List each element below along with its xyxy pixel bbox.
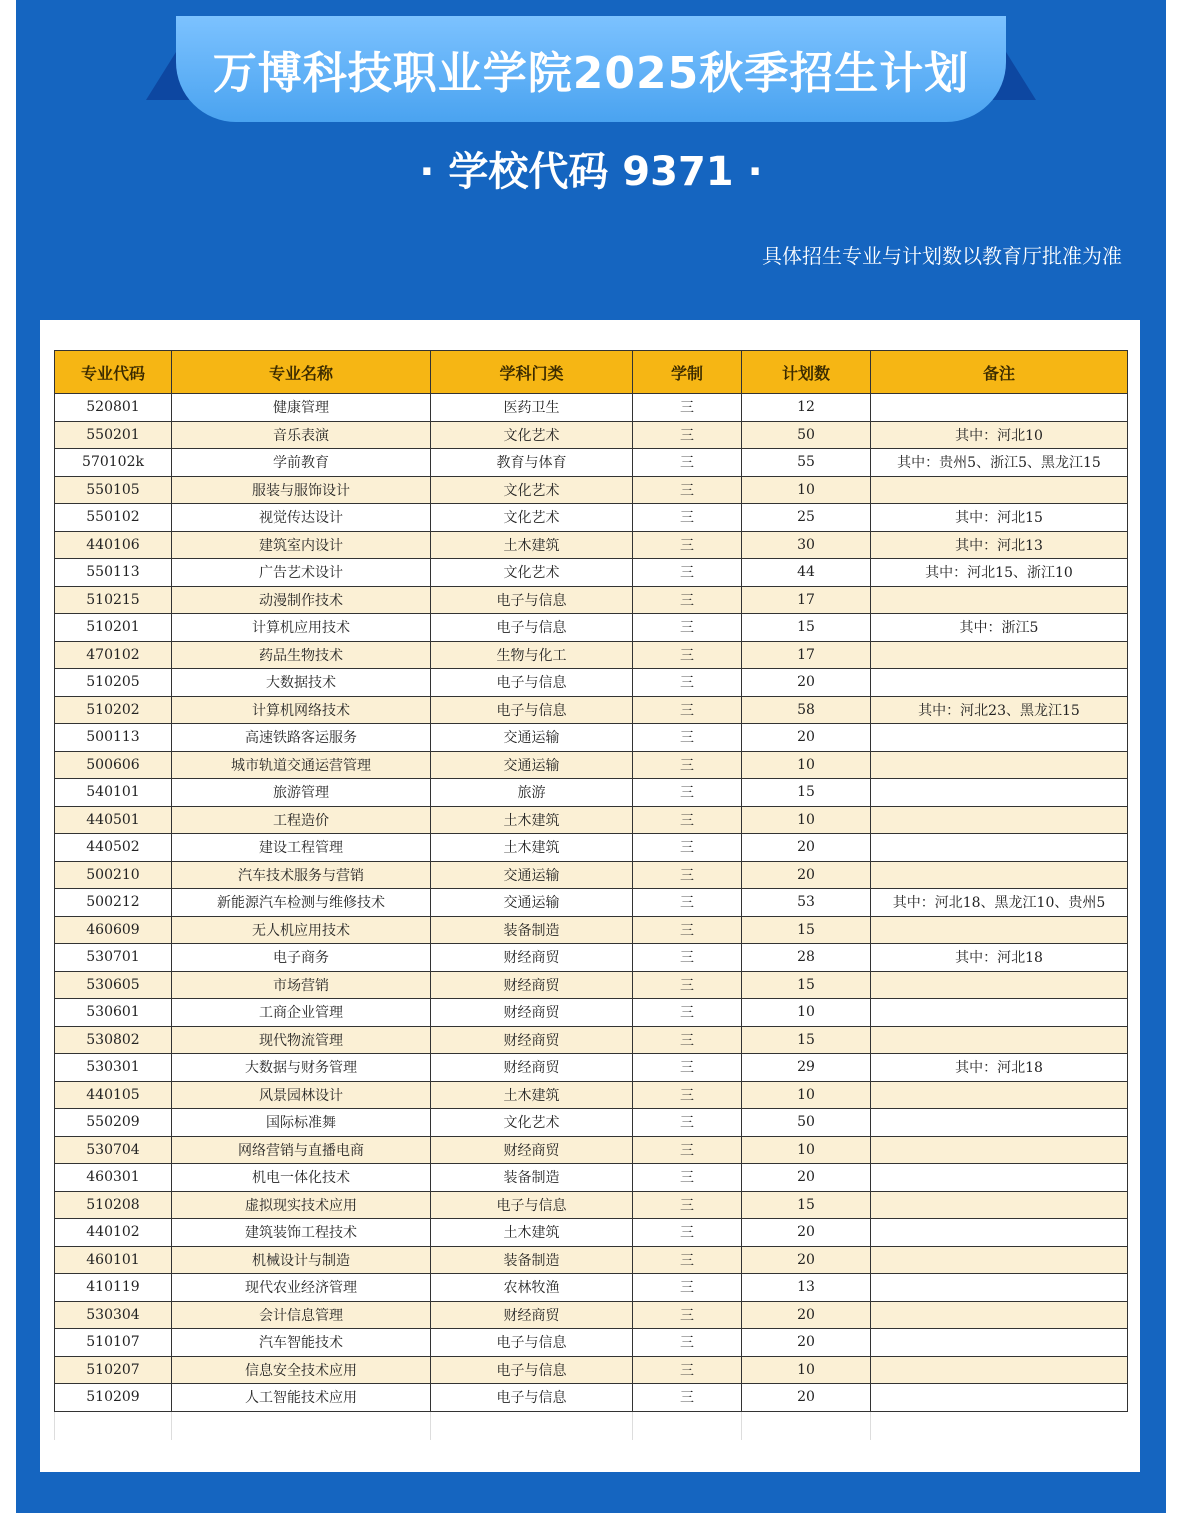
table-row	[55, 1026, 1128, 1054]
cell-remarks: 其中：浙江5	[871, 614, 1128, 642]
cell-remarks	[871, 476, 1128, 504]
table-header-row	[55, 351, 1128, 394]
cell-name: 建筑室内设计	[172, 531, 431, 559]
cell-code: 500212	[55, 889, 172, 917]
cell-name: 工商企业管理	[172, 999, 431, 1027]
cell-duration: 三	[633, 861, 742, 889]
cell-remarks	[871, 916, 1128, 944]
cell-remarks	[871, 641, 1128, 669]
cell-code: 440502	[55, 834, 172, 862]
approval-note: 具体招生专业与计划数以教育厅批准为准	[762, 244, 1122, 268]
cell-duration: 三	[633, 999, 742, 1027]
cell-duration: 三	[633, 1026, 742, 1054]
cell-remarks	[871, 724, 1128, 752]
cell-code: 440102	[55, 1219, 172, 1247]
cell-duration: 三	[633, 889, 742, 917]
cell-category: 医药卫生	[431, 394, 633, 422]
cell-duration: 三	[633, 1081, 742, 1109]
cell-duration: 三	[633, 834, 742, 862]
table-row	[55, 1274, 1128, 1302]
cell-quota: 50	[742, 421, 871, 449]
cell-category: 土木建筑	[431, 531, 633, 559]
cell-quota: 44	[742, 559, 871, 587]
cell-name: 电子商务	[172, 944, 431, 972]
cell-category: 财经商贸	[431, 944, 633, 972]
cell-quota: 20	[742, 1219, 871, 1247]
cell-code: 500210	[55, 861, 172, 889]
table-row	[55, 394, 1128, 422]
table-row	[55, 1054, 1128, 1082]
cell-code: 510201	[55, 614, 172, 642]
table-row	[55, 504, 1128, 532]
table-row	[55, 421, 1128, 449]
cell-remarks: 其中：河北18、黑龙江10、贵州5	[871, 889, 1128, 917]
cell-duration: 三	[633, 1329, 742, 1357]
cell-code: 530301	[55, 1054, 172, 1082]
cell-remarks: 其中：河北13	[871, 531, 1128, 559]
cell-category: 电子与信息	[431, 669, 633, 697]
table-row	[55, 999, 1128, 1027]
table-row	[55, 1246, 1128, 1274]
cell-quota: 25	[742, 504, 871, 532]
cell-duration: 三	[633, 1384, 742, 1412]
cell-quota: 15	[742, 971, 871, 999]
table-row	[55, 751, 1128, 779]
table-row	[55, 586, 1128, 614]
cell-quota: 15	[742, 1026, 871, 1054]
cell-code: 530704	[55, 1136, 172, 1164]
cell-remarks	[871, 1301, 1128, 1329]
cell-category: 电子与信息	[431, 1191, 633, 1219]
cell-code: 500113	[55, 724, 172, 752]
cell-duration: 三	[633, 1246, 742, 1274]
table-row	[55, 861, 1128, 889]
cell-duration: 三	[633, 971, 742, 999]
table-row	[55, 1081, 1128, 1109]
cell-code: 550105	[55, 476, 172, 504]
cell-category: 生物与化工	[431, 641, 633, 669]
cell-remarks: 其中：河北10	[871, 421, 1128, 449]
cell-code: 530701	[55, 944, 172, 972]
cell-quota: 13	[742, 1274, 871, 1302]
cell-remarks: 其中：河北15	[871, 504, 1128, 532]
cell-quota: 20	[742, 834, 871, 862]
cell-category: 土木建筑	[431, 1219, 633, 1247]
cell-code: 470102	[55, 641, 172, 669]
cell-remarks	[871, 999, 1128, 1027]
cell-code: 550209	[55, 1109, 172, 1137]
cell-name: 计算机应用技术	[172, 614, 431, 642]
cell-remarks	[871, 1329, 1128, 1357]
cell-category: 财经商贸	[431, 1026, 633, 1054]
cell-category: 土木建筑	[431, 1081, 633, 1109]
empty-cell	[172, 1411, 431, 1440]
cell-name: 建设工程管理	[172, 834, 431, 862]
cell-category: 电子与信息	[431, 586, 633, 614]
table-row	[55, 1191, 1128, 1219]
cell-code: 500606	[55, 751, 172, 779]
empty-cell	[742, 1411, 871, 1440]
cell-name: 汽车智能技术	[172, 1329, 431, 1357]
cell-name: 高速铁路客运服务	[172, 724, 431, 752]
cell-name: 建筑装饰工程技术	[172, 1219, 431, 1247]
cell-remarks	[871, 1356, 1128, 1384]
cell-remarks	[871, 806, 1128, 834]
cell-name: 音乐表演	[172, 421, 431, 449]
cell-code: 440501	[55, 806, 172, 834]
empty-cell	[431, 1411, 633, 1440]
table-row	[55, 889, 1128, 917]
cell-duration: 三	[633, 806, 742, 834]
cell-name: 广告艺术设计	[172, 559, 431, 587]
table-row	[55, 1164, 1128, 1192]
school-code: · 学校代码 9371 ·	[419, 149, 763, 195]
cell-duration: 三	[633, 1191, 742, 1219]
cell-duration: 三	[633, 476, 742, 504]
cell-category: 文化艺术	[431, 476, 633, 504]
cell-category: 电子与信息	[431, 1329, 633, 1357]
cell-name: 计算机网络技术	[172, 696, 431, 724]
empty-cell	[871, 1411, 1128, 1440]
cell-category: 文化艺术	[431, 421, 633, 449]
cell-quota: 15	[742, 916, 871, 944]
cell-remarks: 其中：河北23、黑龙江15	[871, 696, 1128, 724]
cell-remarks	[871, 1274, 1128, 1302]
cell-remarks	[871, 1109, 1128, 1137]
col-header-duration: 学制	[633, 351, 742, 394]
cell-remarks	[871, 1026, 1128, 1054]
cell-name: 工程造价	[172, 806, 431, 834]
col-header-code: 专业代码	[55, 351, 172, 394]
col-header-name: 专业名称	[172, 351, 431, 394]
cell-duration: 三	[633, 531, 742, 559]
poster-background	[16, 0, 1166, 1513]
cell-code: 440106	[55, 531, 172, 559]
cell-category: 文化艺术	[431, 559, 633, 587]
cell-quota: 10	[742, 751, 871, 779]
cell-code: 530605	[55, 971, 172, 999]
cell-duration: 三	[633, 1054, 742, 1082]
cell-category: 文化艺术	[431, 1109, 633, 1137]
empty-row	[55, 1411, 1128, 1440]
cell-name: 国际标准舞	[172, 1109, 431, 1137]
cell-duration: 三	[633, 916, 742, 944]
cell-code: 410119	[55, 1274, 172, 1302]
cell-name: 大数据技术	[172, 669, 431, 697]
cell-category: 交通运输	[431, 724, 633, 752]
cell-remarks	[871, 1219, 1128, 1247]
table-row	[55, 1384, 1128, 1412]
cell-code: 460301	[55, 1164, 172, 1192]
col-header-remarks: 备注	[871, 351, 1128, 394]
enrollment-plan-table	[54, 350, 1128, 1440]
cell-code: 510207	[55, 1356, 172, 1384]
cell-category: 教育与体育	[431, 449, 633, 477]
cell-name: 信息安全技术应用	[172, 1356, 431, 1384]
cell-quota: 15	[742, 1191, 871, 1219]
cell-code: 510205	[55, 669, 172, 697]
table-row	[55, 1136, 1128, 1164]
cell-quota: 20	[742, 861, 871, 889]
cell-name: 无人机应用技术	[172, 916, 431, 944]
cell-name: 新能源汽车检测与维修技术	[172, 889, 431, 917]
cell-category: 文化艺术	[431, 504, 633, 532]
table-row	[55, 1219, 1128, 1247]
table-row	[55, 806, 1128, 834]
cell-code: 460101	[55, 1246, 172, 1274]
col-header-quota: 计划数	[742, 351, 871, 394]
cell-quota: 20	[742, 669, 871, 697]
cell-code: 510209	[55, 1384, 172, 1412]
table-row	[55, 476, 1128, 504]
cell-duration: 三	[633, 614, 742, 642]
cell-name: 虚拟现实技术应用	[172, 1191, 431, 1219]
cell-name: 人工智能技术应用	[172, 1384, 431, 1412]
cell-duration: 三	[633, 394, 742, 422]
cell-category: 装备制造	[431, 916, 633, 944]
cell-category: 装备制造	[431, 1246, 633, 1274]
table-row	[55, 1109, 1128, 1137]
cell-category: 财经商贸	[431, 999, 633, 1027]
cell-name: 会计信息管理	[172, 1301, 431, 1329]
cell-name: 健康管理	[172, 394, 431, 422]
table-row	[55, 696, 1128, 724]
table-row	[55, 834, 1128, 862]
cell-name: 机电一体化技术	[172, 1164, 431, 1192]
table-row	[55, 1301, 1128, 1329]
cell-code: 530601	[55, 999, 172, 1027]
table-row	[55, 971, 1128, 999]
table-row	[55, 916, 1128, 944]
cell-quota: 28	[742, 944, 871, 972]
cell-code: 530304	[55, 1301, 172, 1329]
cell-category: 财经商贸	[431, 971, 633, 999]
cell-quota: 55	[742, 449, 871, 477]
cell-remarks	[871, 394, 1128, 422]
cell-quota: 20	[742, 1329, 871, 1357]
cell-quota: 10	[742, 1356, 871, 1384]
cell-quota: 58	[742, 696, 871, 724]
empty-cell	[633, 1411, 742, 1440]
cell-quota: 10	[742, 806, 871, 834]
table-row	[55, 724, 1128, 752]
cell-remarks	[871, 586, 1128, 614]
cell-code: 550113	[55, 559, 172, 587]
cell-remarks	[871, 1081, 1128, 1109]
table-row	[55, 1329, 1128, 1357]
table-row	[55, 641, 1128, 669]
table-row	[55, 944, 1128, 972]
cell-code: 530802	[55, 1026, 172, 1054]
cell-duration: 三	[633, 1219, 742, 1247]
cell-category: 电子与信息	[431, 614, 633, 642]
cell-code: 460609	[55, 916, 172, 944]
table-panel	[40, 320, 1140, 1472]
cell-category: 财经商贸	[431, 1054, 633, 1082]
cell-category: 土木建筑	[431, 834, 633, 862]
cell-name: 现代物流管理	[172, 1026, 431, 1054]
cell-quota: 53	[742, 889, 871, 917]
cell-remarks	[871, 779, 1128, 807]
cell-category: 交通运输	[431, 889, 633, 917]
cell-category: 电子与信息	[431, 1356, 633, 1384]
cell-remarks	[871, 1136, 1128, 1164]
cell-duration: 三	[633, 504, 742, 532]
cell-category: 电子与信息	[431, 1384, 633, 1412]
cell-remarks	[871, 751, 1128, 779]
cell-duration: 三	[633, 559, 742, 587]
cell-name: 汽车技术服务与营销	[172, 861, 431, 889]
cell-duration: 三	[633, 944, 742, 972]
cell-code: 540101	[55, 779, 172, 807]
cell-name: 机械设计与制造	[172, 1246, 431, 1274]
cell-quota: 10	[742, 999, 871, 1027]
cell-quota: 15	[742, 614, 871, 642]
page-title: 万博科技职业学院2025秋季招生计划	[212, 48, 970, 99]
cell-duration: 三	[633, 1136, 742, 1164]
cell-remarks	[871, 834, 1128, 862]
cell-code: 510107	[55, 1329, 172, 1357]
cell-duration: 三	[633, 586, 742, 614]
cell-quota: 20	[742, 724, 871, 752]
cell-quota: 10	[742, 1081, 871, 1109]
empty-cell	[55, 1411, 172, 1440]
cell-remarks	[871, 971, 1128, 999]
cell-remarks	[871, 1246, 1128, 1274]
title-banner	[176, 16, 1006, 122]
cell-quota: 10	[742, 1136, 871, 1164]
cell-duration: 三	[633, 1356, 742, 1384]
cell-duration: 三	[633, 751, 742, 779]
cell-remarks: 其中：河北15、浙江10	[871, 559, 1128, 587]
cell-category: 装备制造	[431, 1164, 633, 1192]
cell-category: 财经商贸	[431, 1136, 633, 1164]
table-row	[55, 779, 1128, 807]
table-row	[55, 531, 1128, 559]
cell-quota: 17	[742, 641, 871, 669]
col-header-category: 学科门类	[431, 351, 633, 394]
cell-code: 520801	[55, 394, 172, 422]
cell-quota: 20	[742, 1384, 871, 1412]
cell-duration: 三	[633, 1274, 742, 1302]
cell-name: 现代农业经济管理	[172, 1274, 431, 1302]
cell-name: 药品生物技术	[172, 641, 431, 669]
cell-duration: 三	[633, 779, 742, 807]
cell-code: 510202	[55, 696, 172, 724]
cell-category: 交通运输	[431, 861, 633, 889]
cell-name: 市场营销	[172, 971, 431, 999]
cell-quota: 29	[742, 1054, 871, 1082]
cell-quota: 12	[742, 394, 871, 422]
cell-code: 510215	[55, 586, 172, 614]
cell-category: 财经商贸	[431, 1301, 633, 1329]
cell-name: 学前教育	[172, 449, 431, 477]
cell-duration: 三	[633, 696, 742, 724]
cell-code: 510208	[55, 1191, 172, 1219]
cell-duration: 三	[633, 421, 742, 449]
cell-category: 交通运输	[431, 751, 633, 779]
cell-remarks: 其中：贵州5、浙江5、黑龙江15	[871, 449, 1128, 477]
cell-name: 服装与服饰设计	[172, 476, 431, 504]
cell-remarks	[871, 861, 1128, 889]
cell-quota: 15	[742, 779, 871, 807]
cell-name: 网络营销与直播电商	[172, 1136, 431, 1164]
cell-remarks	[871, 669, 1128, 697]
cell-remarks	[871, 1191, 1128, 1219]
cell-remarks	[871, 1164, 1128, 1192]
cell-name: 风景园林设计	[172, 1081, 431, 1109]
cell-name: 城市轨道交通运营管理	[172, 751, 431, 779]
cell-quota: 20	[742, 1164, 871, 1192]
cell-quota: 50	[742, 1109, 871, 1137]
cell-duration: 三	[633, 1301, 742, 1329]
cell-quota: 30	[742, 531, 871, 559]
cell-code: 570102k	[55, 449, 172, 477]
table-row	[55, 614, 1128, 642]
cell-duration: 三	[633, 724, 742, 752]
cell-quota: 20	[742, 1246, 871, 1274]
table-row	[55, 669, 1128, 697]
cell-quota: 17	[742, 586, 871, 614]
table-row	[55, 1356, 1128, 1384]
table-row	[55, 449, 1128, 477]
cell-category: 农林牧渔	[431, 1274, 633, 1302]
cell-quota: 10	[742, 476, 871, 504]
cell-duration: 三	[633, 669, 742, 697]
cell-code: 550201	[55, 421, 172, 449]
cell-category: 土木建筑	[431, 806, 633, 834]
cell-duration: 三	[633, 449, 742, 477]
cell-quota: 20	[742, 1301, 871, 1329]
cell-remarks: 其中：河北18	[871, 944, 1128, 972]
cell-code: 440105	[55, 1081, 172, 1109]
cell-code: 550102	[55, 504, 172, 532]
cell-name: 动漫制作技术	[172, 586, 431, 614]
cell-duration: 三	[633, 641, 742, 669]
cell-name: 视觉传达设计	[172, 504, 431, 532]
cell-remarks: 其中：河北18	[871, 1054, 1128, 1082]
cell-name: 旅游管理	[172, 779, 431, 807]
cell-category: 旅游	[431, 779, 633, 807]
cell-name: 大数据与财务管理	[172, 1054, 431, 1082]
cell-remarks	[871, 1384, 1128, 1412]
cell-duration: 三	[633, 1164, 742, 1192]
cell-duration: 三	[633, 1109, 742, 1137]
table-body	[55, 394, 1128, 1440]
table-row	[55, 559, 1128, 587]
cell-category: 电子与信息	[431, 696, 633, 724]
